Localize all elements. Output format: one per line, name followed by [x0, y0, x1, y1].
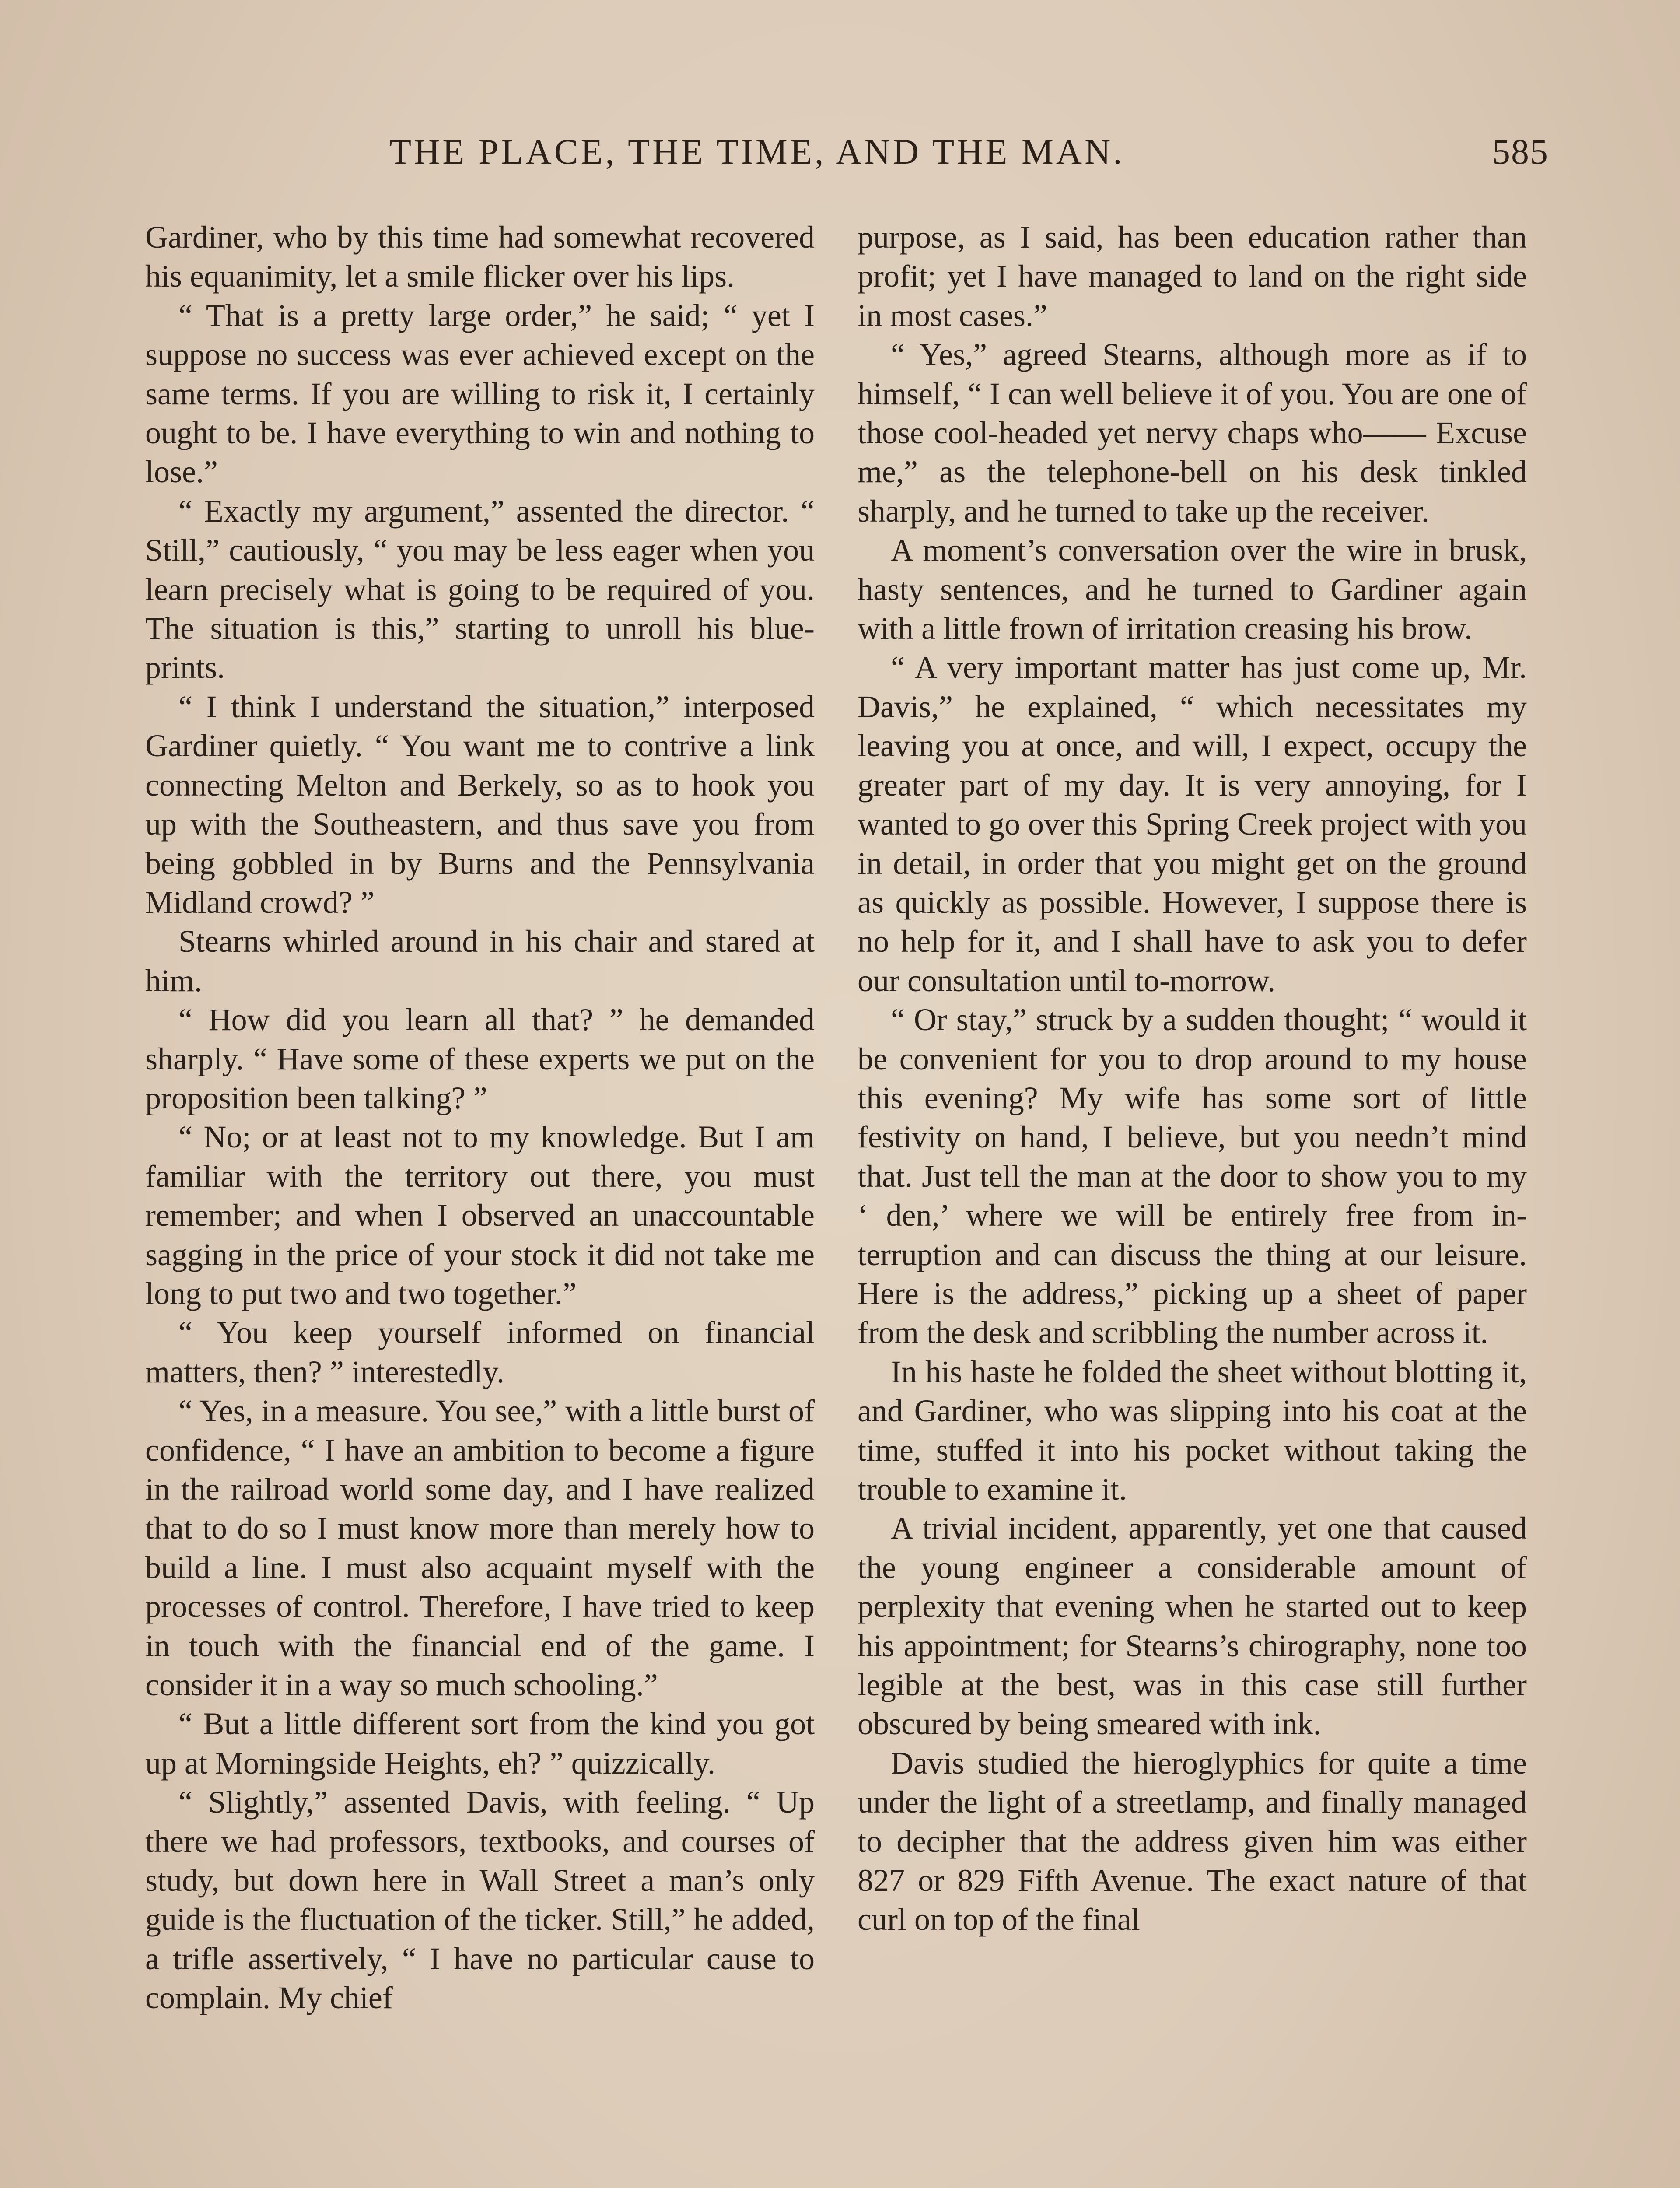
paragraph: “ But a little different sort from the kind you got up at Morningside Heights, eh? ” quizzically. — [145, 1706, 815, 1781]
running-head — [144, 131, 1549, 184]
right-column — [858, 218, 1527, 2188]
paragraph: “ That is a pretty large order,” he said; “ yet I suppose no success was ever achieved except on the same terms. If you are willing to risk it, I certainly ought to be. I have everything to win and nothing to lose.” — [145, 298, 815, 490]
paragraph: purpose, as I said, has been education rather than profit; yet I have managed to land on the right side in most cases.” — [858, 220, 1527, 333]
paragraph: “ You keep yourself informed on financial matters, then? ” interestedly. — [145, 1315, 815, 1389]
paragraph: “ Slightly,” assented Davis, with feeling. “ Up there we had professors, textbooks, and courses of study, but down here in Wall Street a man’s only guide is the fluctuation of the ticker. Still,” he added, a trifle assertively, “ I have no particular cause to complain. My chief — [145, 1785, 815, 2016]
paragraph: A trivial incident, apparently, yet one that caused the young engineer a considerable amount of perplexity that evening when he started out to keep his appointment; for Stearns’s chirography, none too legible at the best, was in this case still further obscured by being smeared with ink. — [858, 1511, 1527, 1742]
paragraph: Stearns whirled around in his chair and stared at him. — [145, 924, 815, 998]
page-number: 585 — [1492, 132, 1549, 172]
left-column — [145, 218, 815, 2188]
paragraph: “ Or stay,” struck by a sudden thought; “ would it be convenient for you to drop around to my house this evening? My wife has some sort of little festivity on hand, I believe, but you needn’t mind that. Just tell the man at the door to show you to my ‘ den,’ where we will be entirely free from interruption and can discuss the thing at our leisure. Here is the address,” picking up a sheet of paper from the desk and scribbling the number across it. — [858, 1002, 1527, 1350]
paragraph: “ A very important matter has just come up, Mr. Davis,” he explained, “ which necessitates my leaving you at once, and will, I expect, occupy the greater part of my day. It is very annoying, for I wanted to go over this Spring Creek project with you in detail, in order that you might get on the ground as quickly as possible. However, I suppose there is no help for it, and I shall have to ask you to defer our consultation until to-morrow. — [858, 650, 1527, 998]
paragraph: “ Yes,” agreed Stearns, although more as if to himself, “ I can well believe it of you. You are one of those cool-headed yet nervy chaps who—— Excuse me,” as the telephone-bell on his desk tinkled sharply, and he turned to take up the receiver. — [858, 337, 1527, 529]
paragraph: “ How did you learn all that? ” he demanded sharply. “ Have some of these experts we put on the proposition been talking? ” — [145, 1002, 815, 1115]
paragraph: “ No; or at least not to my knowledge. But I am familiar with the territory out there, you must remember; and when I observed an unaccountable sagging in the price of your stock it did not take me long to put two and two together.” — [145, 1119, 815, 1311]
paragraph: Davis studied the hieroglyphics for quite a time under the light of a streetlamp, and finally managed to decipher that the address given him was either 827 or 829 Fifth Avenue. The exact nature of that curl on top of the final — [858, 1745, 1527, 1937]
paragraph: In his haste he folded the sheet without blotting it, and Gardiner, who was slipping into his coat at the time, stuffed it into his pocket without taking the trouble to examine it. — [858, 1354, 1527, 1507]
paragraph: A moment’s conversation over the wire in brusk, hasty sentences, and he turned to Gardiner again with a little frown of irritation creasing his brow. — [858, 533, 1527, 646]
paragraph: “ I think I understand the situation,” interposed Gardiner quietly. “ You want me to contrive a link connecting Melton and Berkely, so as to hook you up with the Southeastern, and thus save you from being gobbled in by Burns and the Pennsylvania Midland crowd? ” — [145, 689, 815, 920]
running-title: THE PLACE, THE TIME, AND THE MAN. — [389, 132, 1125, 172]
paragraph: Gardiner, who by this time had somewhat recovered his equanimity, let a smile flicker over his lips. — [145, 220, 815, 294]
paragraph: “ Exactly my argument,” assented the director. “ Still,” cautiously, “ you may be less eager when you learn precisely what is going to be required of you. The situation is this,” starting to unroll his blue-prints. — [145, 493, 815, 685]
paragraph: “ Yes, in a measure. You see,” with a little burst of confidence, “ I have an ambition to become a figure in the railroad world some day, and I have realized that to do so I must know more than merely how to build a line. I must also acquaint myself with the processes of control. Therefore, I have tried to keep in touch with the financial end of the game. I consider it in a way so much schooling.” — [145, 1393, 815, 1703]
